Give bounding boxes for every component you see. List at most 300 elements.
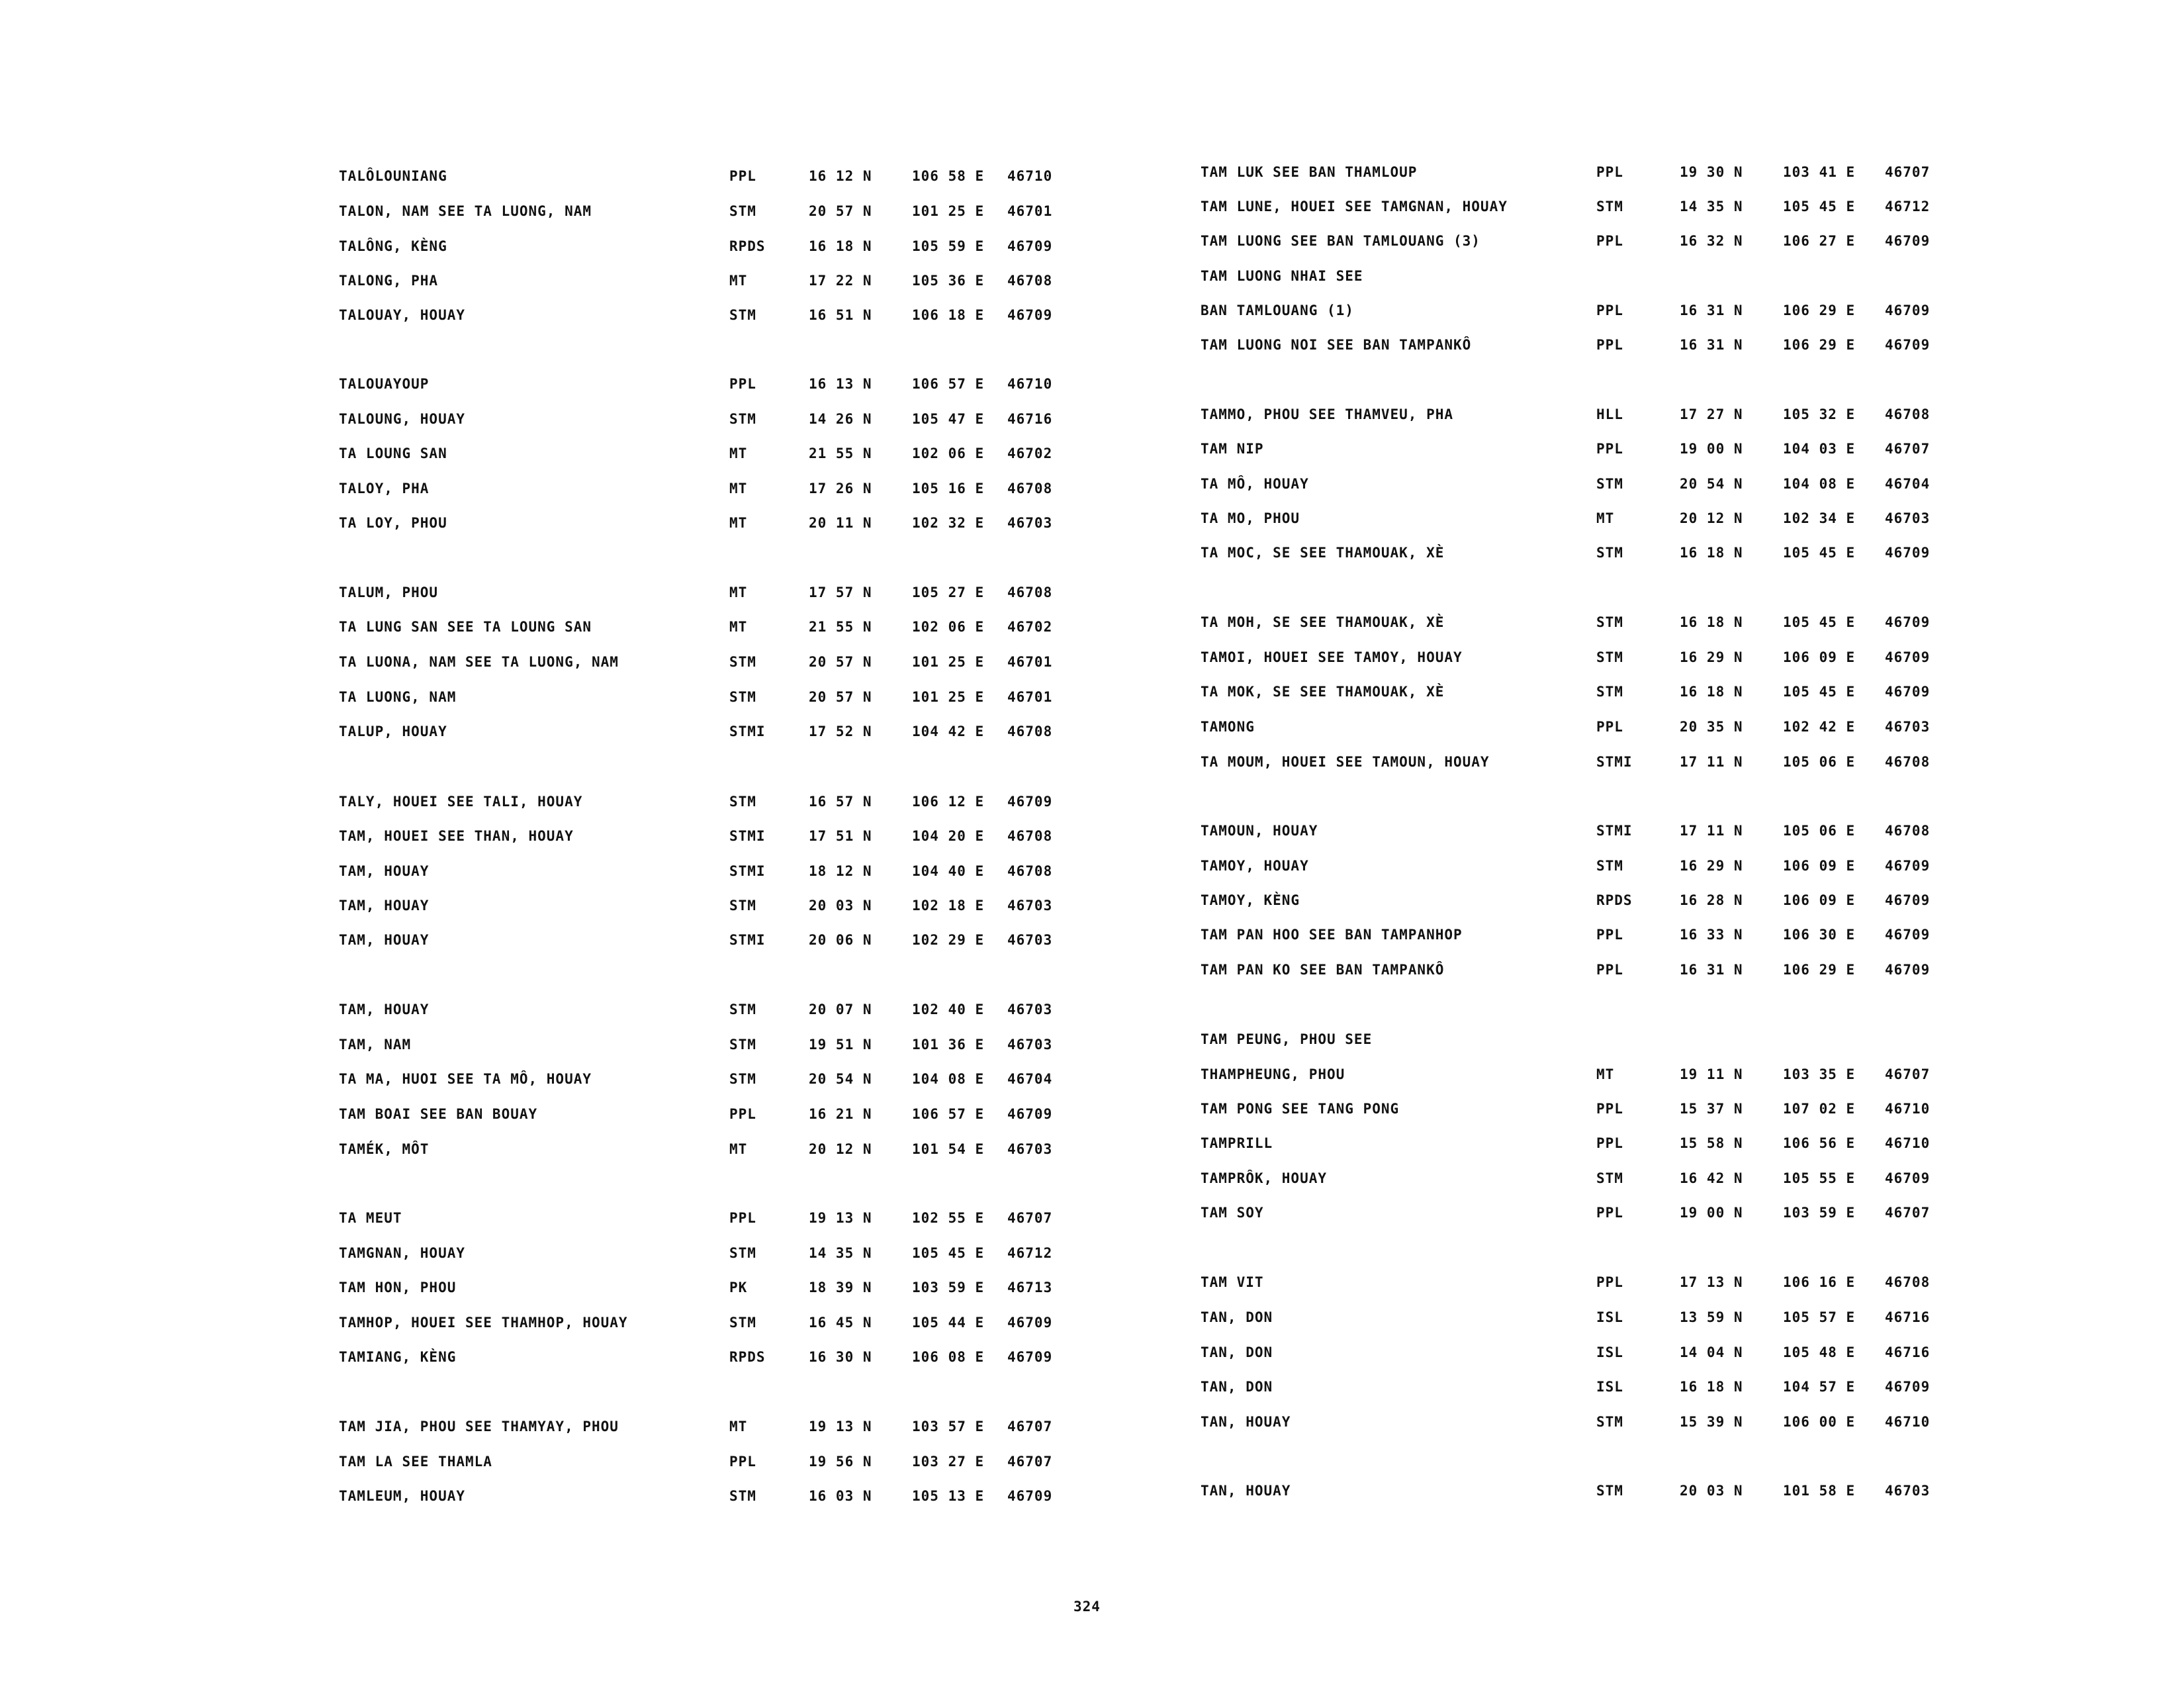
- entry-map-code: 46708: [1007, 481, 1053, 496]
- entry-lon: 102 55 E: [912, 1210, 985, 1226]
- entry-map-code: 46708: [1885, 823, 1931, 839]
- entry-map-code: 46709: [1885, 614, 1931, 630]
- entry-map-code: 46710: [1885, 1101, 1931, 1117]
- entry-lon: 106 29 E: [1783, 303, 1856, 318]
- entry-lon: 104 08 E: [1783, 476, 1856, 492]
- entry-feature-class: PK: [729, 1280, 748, 1295]
- entry-lat: 15 58 N: [1680, 1135, 1743, 1151]
- entry-map-code: 46709: [1007, 1106, 1053, 1122]
- entry-map-code: 46708: [1885, 406, 1931, 422]
- entry-feature-class: STM: [1596, 858, 1623, 874]
- entry-map-code: 46710: [1885, 1135, 1931, 1151]
- entry-feature-class: HLL: [1596, 406, 1623, 422]
- entry-feature-class: PPL: [1596, 1135, 1623, 1151]
- entry-lon: 102 29 E: [912, 932, 985, 948]
- entry-feature-class: STM: [1596, 614, 1623, 630]
- entry-map-code: 46709: [1885, 649, 1931, 665]
- entry-lon: 102 18 E: [912, 898, 985, 914]
- entry-lon: 106 56 E: [1783, 1135, 1856, 1151]
- entry-lon: 105 47 E: [912, 411, 985, 427]
- entry-feature-class: STM: [1596, 476, 1623, 492]
- entry-map-code: 46704: [1885, 476, 1931, 492]
- entry-map-code: 46710: [1885, 1414, 1931, 1430]
- entry-lon: 105 36 E: [912, 273, 985, 289]
- entry-name: TALONG, PHA: [339, 273, 439, 289]
- entry-map-code: 46708: [1007, 828, 1053, 844]
- entry-name: TAMOY, KÈNG: [1201, 892, 1300, 908]
- entry-map-code: 46709: [1885, 233, 1931, 249]
- entry-lon: 105 57 E: [1783, 1309, 1856, 1325]
- entry-lat: 19 13 N: [809, 1210, 872, 1226]
- entry-lon: 106 09 E: [1783, 649, 1856, 665]
- entry-lat: 16 57 N: [809, 794, 872, 810]
- entry-feature-class: STM: [729, 1315, 756, 1331]
- entry-name: TAM, HOUAY: [339, 932, 430, 948]
- entry-map-code: 46716: [1885, 1344, 1931, 1360]
- entry-feature-class: PPL: [729, 1106, 756, 1122]
- entry-map-code: 46703: [1007, 1037, 1053, 1053]
- entry-lon: 107 02 E: [1783, 1101, 1856, 1117]
- entry-lat: 17 26 N: [809, 481, 872, 496]
- entry-name: TALY, HOUEI SEE TALI, HOUAY: [339, 794, 583, 810]
- entry-map-code: 46716: [1007, 411, 1053, 427]
- entry-lat: 17 57 N: [809, 585, 872, 600]
- entry-name: BAN TAMLOUANG (1): [1201, 303, 1354, 318]
- entry-lon: 104 40 E: [912, 863, 985, 879]
- entry-map-code: 46709: [1885, 962, 1931, 978]
- entry-name: TAM BOAI SEE BAN BOUAY: [339, 1106, 538, 1122]
- entry-lat: 16 18 N: [1680, 1379, 1743, 1395]
- entry-map-code: 46707: [1885, 1066, 1931, 1082]
- entry-lat: 16 29 N: [1680, 858, 1743, 874]
- entry-lat: 19 56 N: [809, 1454, 872, 1470]
- entry-lat: 15 39 N: [1680, 1414, 1743, 1430]
- entry-map-code: 46709: [1885, 545, 1931, 561]
- entry-lon: 104 57 E: [1783, 1379, 1856, 1395]
- entry-name: TAM JIA, PHOU SEE THAMYAY, PHOU: [339, 1419, 619, 1434]
- entry-lon: 105 55 E: [1783, 1170, 1856, 1186]
- entry-feature-class: MT: [729, 619, 748, 635]
- entry-name: TA LOUNG SAN: [339, 445, 447, 461]
- entry-lat: 19 13 N: [809, 1419, 872, 1434]
- entry-lon: 106 27 E: [1783, 233, 1856, 249]
- entry-name: TALOUNG, HOUAY: [339, 411, 466, 427]
- entry-name: TAM LUONG NHAI SEE: [1201, 268, 1363, 284]
- entry-lat: 14 26 N: [809, 411, 872, 427]
- entry-name: TAM SOY: [1201, 1205, 1264, 1221]
- entry-feature-class: MT: [729, 273, 748, 289]
- entry-lat: 18 12 N: [809, 863, 872, 879]
- entry-lat: 16 03 N: [809, 1488, 872, 1504]
- entry-map-code: 46710: [1007, 376, 1053, 392]
- entry-feature-class: PPL: [1596, 1101, 1623, 1117]
- entry-map-code: 46709: [1885, 303, 1931, 318]
- entry-feature-class: STM: [729, 1002, 756, 1017]
- entry-lat: 20 12 N: [809, 1141, 872, 1157]
- entry-lat: 16 18 N: [809, 238, 872, 254]
- entry-lat: 21 55 N: [809, 445, 872, 461]
- entry-name: TAN, DON: [1201, 1379, 1273, 1395]
- entry-lon: 103 27 E: [912, 1454, 985, 1470]
- entry-name: TAM VIT: [1201, 1274, 1264, 1290]
- entry-name: TA MOH, SE SEE THAMOUAK, XÈ: [1201, 614, 1445, 630]
- entry-feature-class: ISL: [1596, 1379, 1623, 1395]
- entry-map-code: 46708: [1007, 863, 1053, 879]
- entry-name: TAMGNAN, HOUAY: [339, 1245, 466, 1261]
- entry-map-code: 46707: [1007, 1454, 1053, 1470]
- entry-lon: 106 29 E: [1783, 962, 1856, 978]
- entry-lon: 106 00 E: [1783, 1414, 1856, 1430]
- entry-lat: 15 37 N: [1680, 1101, 1743, 1117]
- entry-name: TAM LUONG SEE BAN TAMLOUANG (3): [1201, 233, 1480, 249]
- entry-lat: 17 13 N: [1680, 1274, 1743, 1290]
- entry-feature-class: STM: [729, 307, 756, 323]
- entry-lat: 20 06 N: [809, 932, 872, 948]
- entry-map-code: 46709: [1885, 1379, 1931, 1395]
- entry-lon: 106 12 E: [912, 794, 985, 810]
- entry-feature-class: STM: [729, 1037, 756, 1053]
- entry-name: TA MÔ, HOUAY: [1201, 476, 1309, 492]
- entry-feature-class: PPL: [1596, 441, 1623, 457]
- entry-feature-class: PPL: [1596, 164, 1623, 180]
- entry-lat: 16 51 N: [809, 307, 872, 323]
- entry-map-code: 46710: [1007, 168, 1053, 184]
- entry-lon: 106 08 E: [912, 1349, 985, 1365]
- entry-lat: 20 03 N: [809, 898, 872, 914]
- entry-feature-class: MT: [729, 445, 748, 461]
- entry-map-code: 46709: [1007, 1315, 1053, 1331]
- entry-lon: 105 44 E: [912, 1315, 985, 1331]
- entry-name: TAM, NAM: [339, 1037, 412, 1053]
- entry-lon: 104 20 E: [912, 828, 985, 844]
- entry-map-code: 46703: [1885, 719, 1931, 735]
- entry-feature-class: STMI: [729, 724, 766, 739]
- entry-name: TAN, HOUAY: [1201, 1483, 1291, 1499]
- entry-lat: 17 51 N: [809, 828, 872, 844]
- entry-lon: 103 57 E: [912, 1419, 985, 1434]
- entry-lon: 104 42 E: [912, 724, 985, 739]
- entry-lon: 106 09 E: [1783, 858, 1856, 874]
- entry-name: TAMPRILL: [1201, 1135, 1273, 1151]
- entry-name: TALOUAYOUP: [339, 376, 430, 392]
- entry-name: TA LUONG, NAM: [339, 689, 457, 705]
- entry-name: TAMHOP, HOUEI SEE THAMHOP, HOUAY: [339, 1315, 628, 1331]
- entry-name: TAM, HOUEI SEE THAN, HOUAY: [339, 828, 574, 844]
- entry-feature-class: STMI: [1596, 754, 1633, 770]
- entry-feature-class: STM: [729, 203, 756, 219]
- entry-lat: 16 21 N: [809, 1106, 872, 1122]
- entry-lat: 13 59 N: [1680, 1309, 1743, 1325]
- entry-feature-class: PPL: [1596, 927, 1623, 943]
- entry-lat: 16 28 N: [1680, 892, 1743, 908]
- entry-feature-class: STM: [729, 689, 756, 705]
- entry-lon: 101 54 E: [912, 1141, 985, 1157]
- entry-lon: 106 18 E: [912, 307, 985, 323]
- entry-lon: 102 40 E: [912, 1002, 985, 1017]
- entry-lon: 103 35 E: [1783, 1066, 1856, 1082]
- entry-feature-class: MT: [729, 1141, 748, 1157]
- entry-lon: 102 42 E: [1783, 719, 1856, 735]
- entry-lon: 105 27 E: [912, 585, 985, 600]
- entry-lon: 104 08 E: [912, 1071, 985, 1087]
- entry-map-code: 46709: [1885, 1170, 1931, 1186]
- entry-name: TAM NIP: [1201, 441, 1264, 457]
- entry-name: TA LUONA, NAM SEE TA LUONG, NAM: [339, 654, 619, 670]
- entry-lon: 103 41 E: [1783, 164, 1856, 180]
- entry-lat: 14 35 N: [809, 1245, 872, 1261]
- entry-lat: 20 57 N: [809, 654, 872, 670]
- entry-lat: 20 35 N: [1680, 719, 1743, 735]
- entry-name: TAM LUK SEE BAN THAMLOUP: [1201, 164, 1418, 180]
- entry-map-code: 46708: [1885, 754, 1931, 770]
- entry-map-code: 46703: [1007, 515, 1053, 531]
- entry-feature-class: STMI: [729, 932, 766, 948]
- entry-feature-class: STM: [1596, 1414, 1623, 1430]
- entry-lat: 16 18 N: [1680, 545, 1743, 561]
- entry-lon: 101 25 E: [912, 203, 985, 219]
- entry-lat: 16 32 N: [1680, 233, 1743, 249]
- entry-name: TAN, HOUAY: [1201, 1414, 1291, 1430]
- entry-lon: 102 32 E: [912, 515, 985, 531]
- entry-lon: 106 57 E: [912, 376, 985, 392]
- entry-lon: 106 57 E: [912, 1106, 985, 1122]
- entry-lon: 102 34 E: [1783, 510, 1856, 526]
- entry-lon: 101 25 E: [912, 689, 985, 705]
- entry-map-code: 46703: [1007, 1002, 1053, 1017]
- entry-lon: 106 30 E: [1783, 927, 1856, 943]
- entry-feature-class: MT: [729, 515, 748, 531]
- entry-lon: 103 59 E: [912, 1280, 985, 1295]
- entry-map-code: 46709: [1007, 794, 1053, 810]
- entry-lat: 19 00 N: [1680, 1205, 1743, 1221]
- entry-lat: 20 57 N: [809, 689, 872, 705]
- entry-feature-class: STM: [1596, 1483, 1623, 1499]
- entry-lat: 17 52 N: [809, 724, 872, 739]
- entry-lat: 17 11 N: [1680, 754, 1743, 770]
- entry-lon: 105 45 E: [1783, 545, 1856, 561]
- entry-map-code: 46708: [1885, 1274, 1931, 1290]
- entry-name: TAM, HOUAY: [339, 863, 430, 879]
- entry-feature-class: STMI: [729, 863, 766, 879]
- entry-feature-class: ISL: [1596, 1344, 1623, 1360]
- entry-map-code: 46709: [1885, 892, 1931, 908]
- entry-feature-class: RPDS: [729, 1349, 766, 1365]
- entry-map-code: 46709: [1007, 1349, 1053, 1365]
- entry-lon: 105 48 E: [1783, 1344, 1856, 1360]
- entry-feature-class: STM: [729, 794, 756, 810]
- entry-map-code: 46702: [1007, 619, 1053, 635]
- page-number: 324: [1073, 1599, 1101, 1615]
- entry-feature-class: MT: [729, 585, 748, 600]
- entry-name: TAN, DON: [1201, 1344, 1273, 1360]
- entry-map-code: 46701: [1007, 203, 1053, 219]
- entry-lat: 16 31 N: [1680, 337, 1743, 353]
- entry-feature-class: STM: [1596, 545, 1623, 561]
- entry-name: TALOUAY, HOUAY: [339, 307, 466, 323]
- entry-name: TA MA, HUOI SEE TA MÔ, HOUAY: [339, 1071, 592, 1087]
- entry-feature-class: STM: [729, 898, 756, 914]
- entry-lon: 105 06 E: [1783, 754, 1856, 770]
- entry-lon: 106 58 E: [912, 168, 985, 184]
- entry-name: TAMMO, PHOU SEE THAMVEU, PHA: [1201, 406, 1454, 422]
- entry-lat: 16 45 N: [809, 1315, 872, 1331]
- entry-name: TAM LUNE, HOUEI SEE TAMGNAN, HOUAY: [1201, 199, 1508, 214]
- entry-name: TAM, HOUAY: [339, 898, 430, 914]
- entry-lon: 105 45 E: [912, 1245, 985, 1261]
- entry-lat: 20 54 N: [809, 1071, 872, 1087]
- entry-lat: 16 29 N: [1680, 649, 1743, 665]
- entry-lat: 18 39 N: [809, 1280, 872, 1295]
- entry-map-code: 46709: [1885, 927, 1931, 943]
- entry-lon: 102 06 E: [912, 445, 985, 461]
- entry-name: TAMOUN, HOUAY: [1201, 823, 1318, 839]
- entry-name: TALON, NAM SEE TA LUONG, NAM: [339, 203, 592, 219]
- entry-lon: 102 06 E: [912, 619, 985, 635]
- entry-lat: 17 11 N: [1680, 823, 1743, 839]
- entry-name: TAMPRÔK, HOUAY: [1201, 1170, 1328, 1186]
- entry-lat: 19 51 N: [809, 1037, 872, 1053]
- entry-name: TAMLEUM, HOUAY: [339, 1488, 466, 1504]
- entry-feature-class: PPL: [729, 168, 756, 184]
- entry-lon: 101 36 E: [912, 1037, 985, 1053]
- entry-lon: 101 58 E: [1783, 1483, 1856, 1499]
- entry-map-code: 46707: [1885, 164, 1931, 180]
- entry-lat: 16 33 N: [1680, 927, 1743, 943]
- entry-map-code: 46708: [1007, 273, 1053, 289]
- entry-map-code: 46709: [1007, 307, 1053, 323]
- entry-map-code: 46703: [1007, 898, 1053, 914]
- entry-lat: 17 22 N: [809, 273, 872, 289]
- entry-map-code: 46701: [1007, 689, 1053, 705]
- entry-map-code: 46707: [1885, 441, 1931, 457]
- entry-feature-class: STM: [729, 1245, 756, 1261]
- entry-name: TAM PAN HOO SEE BAN TAMPANHOP: [1201, 927, 1463, 943]
- entry-name: TAM PAN KO SEE BAN TAMPANKÔ: [1201, 962, 1445, 978]
- entry-map-code: 46712: [1007, 1245, 1053, 1261]
- entry-lat: 20 11 N: [809, 515, 872, 531]
- entry-map-code: 46702: [1007, 445, 1053, 461]
- entry-lat: 14 35 N: [1680, 199, 1743, 214]
- entry-name: TA LUNG SAN SEE TA LOUNG SAN: [339, 619, 592, 635]
- entry-lat: 16 18 N: [1680, 614, 1743, 630]
- entry-name: TAMONG: [1201, 719, 1255, 735]
- entry-lat: 16 30 N: [809, 1349, 872, 1365]
- entry-lat: 21 55 N: [809, 619, 872, 635]
- entry-map-code: 46708: [1007, 724, 1053, 739]
- entry-name: TAM LA SEE THAMLA: [339, 1454, 492, 1470]
- entry-feature-class: MT: [729, 481, 748, 496]
- entry-name: TALUM, PHOU: [339, 585, 439, 600]
- entry-name: TALÔLOUNIANG: [339, 168, 447, 184]
- entry-map-code: 46703: [1885, 1483, 1931, 1499]
- entry-map-code: 46707: [1007, 1419, 1053, 1434]
- entry-map-code: 46703: [1885, 510, 1931, 526]
- entry-name: THAMPHEUNG, PHOU: [1201, 1066, 1345, 1082]
- entry-name: TA MOK, SE SEE THAMOUAK, XÈ: [1201, 684, 1445, 700]
- entry-feature-class: RPDS: [1596, 892, 1633, 908]
- entry-map-code: 46709: [1885, 684, 1931, 700]
- entry-feature-class: ISL: [1596, 1309, 1623, 1325]
- entry-map-code: 46704: [1007, 1071, 1053, 1087]
- entry-lon: 105 45 E: [1783, 684, 1856, 700]
- entry-lat: 20 03 N: [1680, 1483, 1743, 1499]
- entry-lon: 101 25 E: [912, 654, 985, 670]
- entry-lat: 16 42 N: [1680, 1170, 1743, 1186]
- entry-feature-class: MT: [1596, 510, 1615, 526]
- entry-map-code: 46708: [1007, 585, 1053, 600]
- entry-feature-class: STMI: [1596, 823, 1633, 839]
- entry-name: TAMOY, HOUAY: [1201, 858, 1309, 874]
- entry-name: TA LOY, PHOU: [339, 515, 447, 531]
- entry-name: TALÔNG, KÈNG: [339, 238, 447, 254]
- entry-feature-class: STM: [729, 1488, 756, 1504]
- entry-lon: 105 45 E: [1783, 614, 1856, 630]
- entry-feature-class: PPL: [1596, 719, 1623, 735]
- entry-lon: 106 29 E: [1783, 337, 1856, 353]
- entry-map-code: 46709: [1885, 858, 1931, 874]
- entry-name: TAM LUONG NOI SEE BAN TAMPANKÔ: [1201, 337, 1472, 353]
- entry-map-code: 46701: [1007, 654, 1053, 670]
- entry-name: TAMÉK, MÔT: [339, 1141, 430, 1157]
- entry-name: TA MOUM, HOUEI SEE TAMOUN, HOUAY: [1201, 754, 1490, 770]
- entry-lat: 16 31 N: [1680, 303, 1743, 318]
- entry-feature-class: PPL: [729, 1454, 756, 1470]
- entry-name: TALUP, HOUAY: [339, 724, 447, 739]
- entry-feature-class: STM: [729, 654, 756, 670]
- entry-map-code: 46716: [1885, 1309, 1931, 1325]
- entry-lat: 19 30 N: [1680, 164, 1743, 180]
- entry-map-code: 46707: [1007, 1210, 1053, 1226]
- entry-map-code: 46712: [1885, 199, 1931, 214]
- entry-feature-class: STM: [1596, 199, 1623, 214]
- entry-feature-class: RPDS: [729, 238, 766, 254]
- entry-feature-class: PPL: [1596, 303, 1623, 318]
- entry-name: TA MOC, SE SEE THAMOUAK, XÈ: [1201, 545, 1445, 561]
- entry-lat: 16 13 N: [809, 376, 872, 392]
- entry-name: TALOY, PHA: [339, 481, 430, 496]
- entry-name: TAN, DON: [1201, 1309, 1273, 1325]
- entry-lat: 20 54 N: [1680, 476, 1743, 492]
- entry-name: TAM, HOUAY: [339, 1002, 430, 1017]
- entry-lon: 105 06 E: [1783, 823, 1856, 839]
- entry-feature-class: STMI: [729, 828, 766, 844]
- entry-lon: 105 16 E: [912, 481, 985, 496]
- entry-lat: 16 31 N: [1680, 962, 1743, 978]
- entry-name: TA MO, PHOU: [1201, 510, 1300, 526]
- entry-feature-class: STM: [729, 1071, 756, 1087]
- entry-name: TA MEUT: [339, 1210, 402, 1226]
- entry-name: TAMIANG, KÈNG: [339, 1349, 457, 1365]
- entry-lat: 17 27 N: [1680, 406, 1743, 422]
- entry-feature-class: MT: [1596, 1066, 1615, 1082]
- entry-map-code: 46707: [1885, 1205, 1931, 1221]
- entry-lon: 105 45 E: [1783, 199, 1856, 214]
- entry-lat: 19 00 N: [1680, 441, 1743, 457]
- entry-lat: 16 12 N: [809, 168, 872, 184]
- entry-feature-class: STM: [1596, 649, 1623, 665]
- entry-feature-class: PPL: [1596, 337, 1623, 353]
- entry-lon: 106 09 E: [1783, 892, 1856, 908]
- entry-feature-class: MT: [729, 1419, 748, 1434]
- entry-name: TAM PEUNG, PHOU SEE: [1201, 1031, 1373, 1047]
- entry-map-code: 46703: [1007, 932, 1053, 948]
- entry-feature-class: STM: [729, 411, 756, 427]
- entry-lat: 20 12 N: [1680, 510, 1743, 526]
- entry-lon: 104 03 E: [1783, 441, 1856, 457]
- entry-map-code: 46703: [1007, 1141, 1053, 1157]
- entry-feature-class: PPL: [1596, 1274, 1623, 1290]
- entry-lon: 105 32 E: [1783, 406, 1856, 422]
